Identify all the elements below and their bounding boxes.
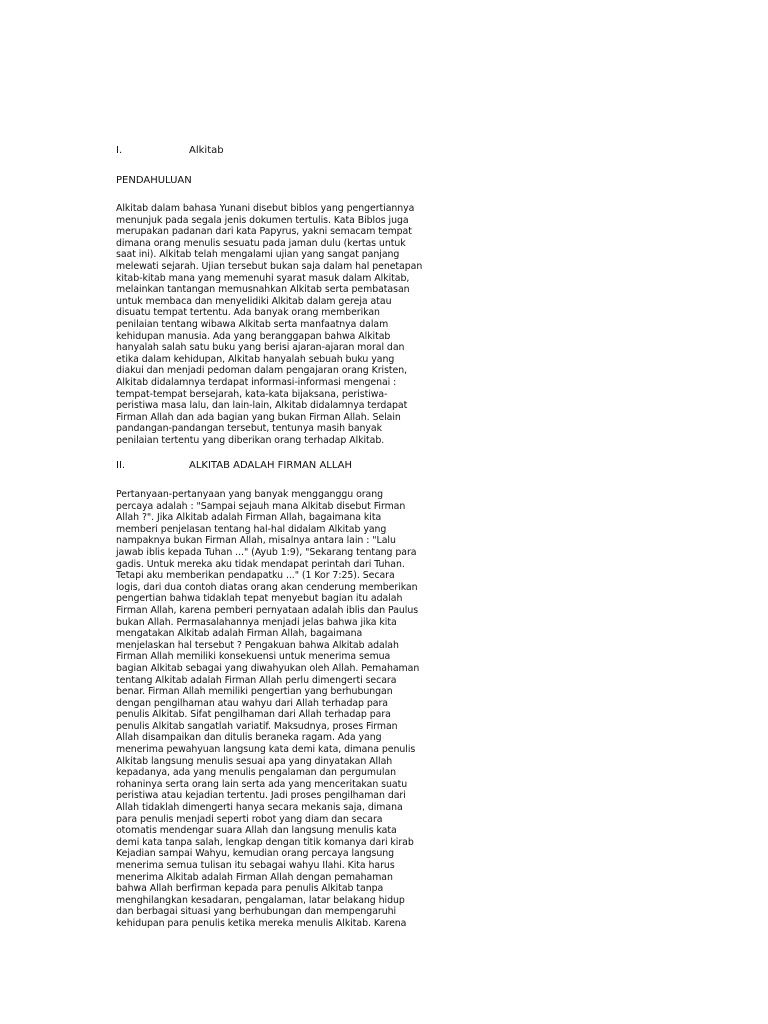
section-title-1: Alkitab: [189, 145, 224, 156]
section-title-2: ALKITAB ADALAH FIRMAN ALLAH: [189, 460, 353, 471]
section-number-2: II.: [116, 460, 126, 471]
paragraph-2: Pertanyaan-pertanyaan yang banyak mengganggu orang percaya adalah : "Sampai sejauh mana Alkitab disebut Firman Allah ?". Jika Alkitab adalah Firman Allah, bagaimana kita memberi penjelasan tentang hal-hal didalam Alkitab yang nampaknya bukan Firman Allah, misalnya antara lain : "Lalu jawab iblis kepada Tuhan ..." (Ayub 1:9), "Sekarang tentang para gadis. Untuk mereka aku tidak mendapat perintah dari Tuhan. Tetapi aku memberikan pendapatku ..." (1 Kor 7:25). Secara logis, dari dua contoh diatas orang akan cenderung memberikan pengertian bahwa tidaklah tepat menyebut bagian itu adalah Firman Allah, karena pemberi pernyataan adalah iblis dan Paulus bukan Allah. Permasalahannya menjadi jelas bahwa jika kita mengatakan Alkitab adalah Firman Allah, bagaimana menjelaskan hal tersebut ? Pengakuan bahwa Alkitab adalah Firman Allah memiliki konsekuensi untuk menerima semua bagian Alkitab sebagai yang diwahyukan oleh Allah. Pemahaman tentang Alkitab adalah Firman Allah perlu dimengerti secara benar. Firman Allah memiliki pengertian yang berhubungan dengan pengilhaman atau wahyu dari Allah terhadap para penulis Alkitab. Sifat pengilhaman dari Allah terhadap para penulis Alkitab sangatlah variatif. Maksudnya, proses Firman Allah disampaikan dan ditulis beraneka ragam. Ada yang menerima pewahyuan langsung kata demi kata, dimana penulis Alkitab langsung menulis sesuai apa yang dinyatakan Allah kepadanya, ada yang menulis pengalaman dan pergumulan rohaninya serta orang lain serta ada yang menceritakan suatu peristiwa atau kejadian tertentu. Jadi proses pengilhaman dari Allah tidaklah dimengerti hanya secara mekanis saja, dimana para penulis menjadi seperti robot yang diam dan secara otomatis mendengar suara Allah dan langsung menulis kata demi kata tanpa salah, lengkap dengan titik komanya dari kirab Kejadian sampai Wahyu, kemudian orang percaya langsung menerima semua tulisan itu sebagai wahyu Ilahi. Kita harus menerima Alkitab adalah Firman Allah dengan pemahaman bahwa Allah berfirman kepada para penulis Alkitab tanpa menghilangkan kesadaran, pengalaman, latar belakang hidup dan berbagai situasi yang berhubungan dan mempengaruhi kehidupan para penulis ketika mereka menulis Alkitab. Karena: [116, 489, 420, 929]
section-number-1: I.: [116, 145, 123, 156]
subheading: PENDAHULUAN: [116, 175, 192, 186]
section-heading-1: [116, 145, 224, 157]
paragraph-1: Alkitab dalam bahasa Yunani disebut biblos yang pengertiannya menunjuk pada segala jenis dokumen tertulis. Kata Biblos juga merupakan padanan dari kata Papyrus, yakni semacam tempat dimana orang menulis sesuatu pada jaman dulu (kertas untuk saat ini). Alkitab telah mengalami ujian yang sangat panjang melewati sejarah. Ujian tersebut bukan saja dalam hal penetapan kitab-kitab mana yang memenuhi syarat masuk dalam Alkitab, melainkan tantangan memusnahkan Alkitab serta pembatasan untuk membaca dan menyelidiki Alkitab dalam gereja atau disuatu tempat tertentu. Ada banyak orang memberikan penilaian tentang wibawa Alkitab serta manfaatnya dalam kehidupan manusia. Ada yang beranggapan bahwa Alkitab hanyalah salah satu buku yang berisi ajaran-ajaran moral dan etika dalam kehidupan, Alkitab hanyalah sebuah buku yang diakui dan menjadi pedoman dalam pengajaran orang Kristen, Alkitab didalamnya terdapat informasi-informasi mengenai : tempat-tempat bersejarah, kata-kata bijaksana, peristiwa- peristiwa masa lalu, dan lain-lain, Alkitab didalamnya terdapat Firman Allah dan ada bagian yang bukan Firman Allah. Selain pandangan-pandangan tersebut, tentunya masih banyak penilaian tertentu yang diberikan orang terhadap Alkitab.: [116, 203, 423, 446]
section-heading-2: [116, 460, 352, 472]
